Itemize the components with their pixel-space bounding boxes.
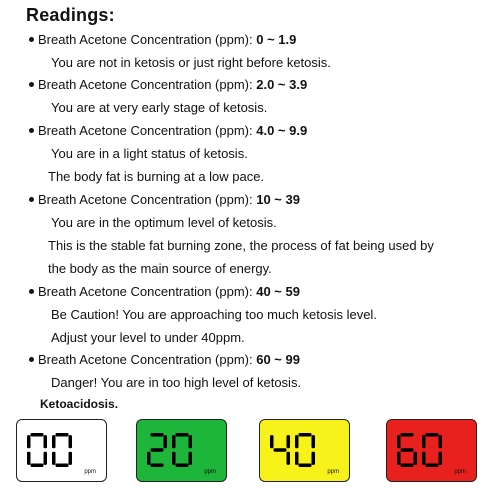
- segment-a: [426, 433, 439, 437]
- segment-a: [31, 433, 44, 437]
- item-label: Breath Acetone Concentration (ppm):: [38, 192, 257, 207]
- segment-d: [176, 464, 189, 468]
- item-note: You are in the optimum level of ketosis.: [51, 215, 277, 230]
- segment-e: [422, 452, 426, 465]
- segment-e: [147, 452, 151, 465]
- item-range: 0 ~ 1.9: [256, 32, 297, 47]
- ketoacidosis-label: Ketoacidosis.: [40, 397, 119, 411]
- item-note: This is the stable fat burning zone, the process of fat being used by: [48, 238, 434, 253]
- segment-d: [299, 464, 312, 468]
- bullet-icon: [29, 289, 34, 294]
- ppm-unit: ppm: [204, 469, 216, 475]
- segment-e: [172, 452, 176, 465]
- segment-d: [56, 464, 69, 468]
- reading-item-3: [29, 192, 300, 208]
- reading-item-2: [29, 123, 307, 139]
- item-note: You are not in ketosis or just right before ketosis.: [51, 55, 331, 70]
- ppm-unit: ppm: [84, 469, 96, 475]
- segment-c: [312, 452, 316, 465]
- ppm-unit: ppm: [327, 469, 339, 475]
- bullet-icon: [29, 37, 34, 42]
- segment-b: [69, 435, 73, 448]
- segment-d: [426, 464, 439, 468]
- segment-c: [414, 452, 418, 465]
- bullet-icon: [29, 357, 34, 362]
- item-range: 40 ~ 59: [256, 284, 300, 299]
- segment-a: [151, 433, 164, 437]
- item-label: Breath Acetone Concentration (ppm):: [38, 32, 257, 47]
- segment-f: [52, 435, 56, 448]
- segment-a: [56, 433, 69, 437]
- item-label: Breath Acetone Concentration (ppm):: [38, 352, 257, 367]
- item-range: 2.0 ~ 3.9: [256, 77, 308, 92]
- lcd-display-40: [259, 419, 350, 482]
- item-label: Breath Acetone Concentration (ppm):: [38, 284, 257, 299]
- segment-e: [397, 452, 401, 465]
- item-note: You are at very early stage of ketosis.: [51, 100, 268, 115]
- bullet-icon: [29, 197, 34, 202]
- segment-b: [439, 435, 443, 448]
- segment-e: [27, 452, 31, 465]
- segment-b: [44, 435, 48, 448]
- segment-b: [164, 435, 168, 448]
- segment-b: [189, 435, 193, 448]
- segment-g: [274, 448, 287, 452]
- segment-b: [287, 435, 291, 448]
- reading-item-1: [29, 77, 307, 93]
- segment-f: [270, 435, 274, 448]
- segment-c: [287, 452, 291, 465]
- readings-heading: Readings:: [26, 5, 115, 25]
- segment-c: [44, 452, 48, 465]
- segment-f: [422, 435, 426, 448]
- bullet-icon: [29, 82, 34, 87]
- segment-f: [295, 435, 299, 448]
- segment-a: [176, 433, 189, 437]
- segment-f: [172, 435, 176, 448]
- lcd-display-60: [386, 419, 477, 482]
- reading-item-0: [29, 32, 296, 48]
- segment-c: [69, 452, 73, 465]
- item-range: 4.0 ~ 9.9: [256, 123, 308, 138]
- segment-b: [312, 435, 316, 448]
- lcd-display-20: [136, 419, 227, 482]
- ppm-unit: ppm: [454, 469, 466, 475]
- segment-g: [151, 448, 164, 452]
- bullet-icon: [29, 128, 34, 133]
- item-range: 10 ~ 39: [256, 192, 300, 207]
- segment-c: [189, 452, 193, 465]
- item-note: Adjust your level to under 40ppm.: [51, 330, 245, 345]
- segment-f: [27, 435, 31, 448]
- item-note: The body fat is burning at a low pace.: [48, 169, 265, 184]
- segment-d: [31, 464, 44, 468]
- reading-item-5: [29, 352, 300, 368]
- segment-g: [401, 448, 414, 452]
- item-note: You are in a light status of ketosis.: [51, 146, 248, 161]
- segment-f: [397, 435, 401, 448]
- reading-item-4: [29, 284, 300, 300]
- item-note: Danger! You are in too high level of ketosis.: [51, 375, 302, 390]
- item-note: Be Caution! You are approaching too much ketosis level.: [51, 307, 377, 322]
- lcd-display-00: [16, 419, 107, 482]
- item-note: the body as the main source of energy.: [48, 261, 272, 276]
- segment-d: [151, 464, 164, 468]
- item-label: Breath Acetone Concentration (ppm):: [38, 77, 257, 92]
- item-range: 60 ~ 99: [256, 352, 300, 367]
- segment-a: [299, 433, 312, 437]
- segment-d: [401, 464, 414, 468]
- segment-e: [52, 452, 56, 465]
- item-label: Breath Acetone Concentration (ppm):: [38, 123, 257, 138]
- segment-e: [295, 452, 299, 465]
- segment-c: [439, 452, 443, 465]
- segment-a: [401, 433, 414, 437]
